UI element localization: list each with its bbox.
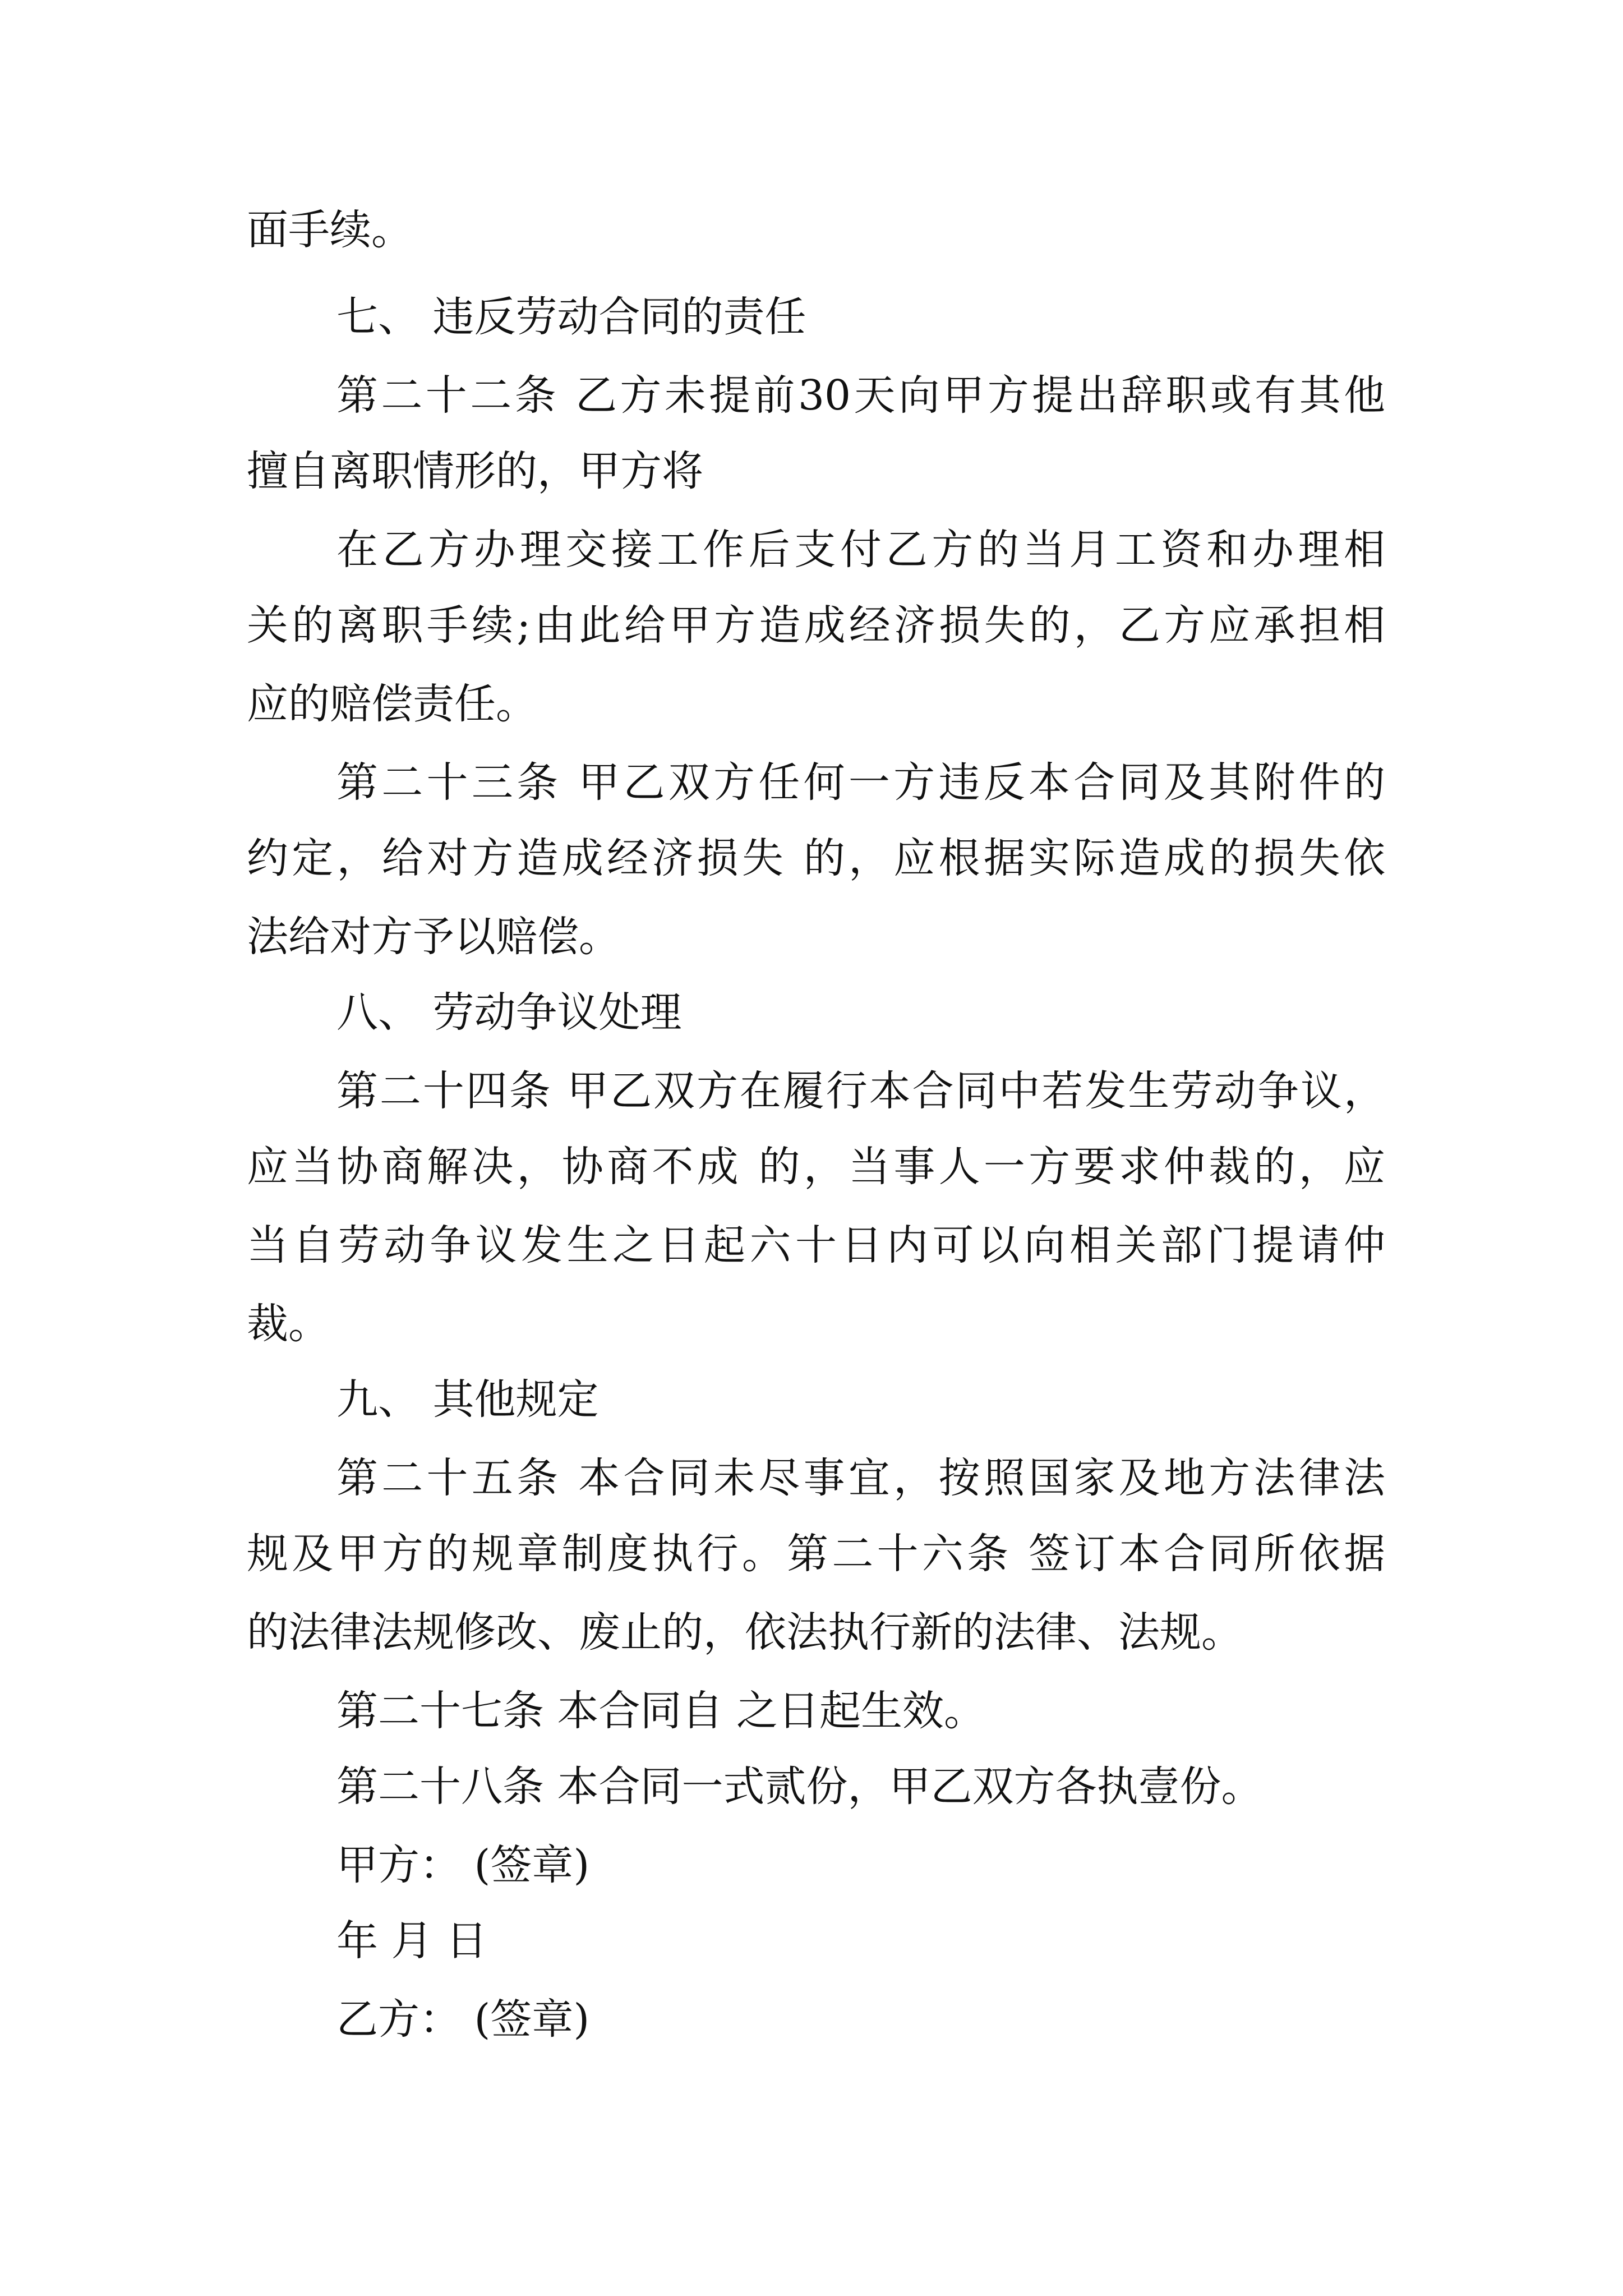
text-line: 第二十七条 本合同自 之日起生效。 <box>336 1687 986 1735</box>
section-heading: 八、 劳动争议处理 <box>336 988 682 1037</box>
text-line: 应的赔偿责任。 <box>247 680 537 728</box>
text-line: 面手续。 <box>247 206 413 254</box>
text-line: 在乙方办理交接工作后支付乙方的当月工资和办理相 <box>336 526 1385 574</box>
section-heading: 九、 其他规定 <box>336 1375 599 1424</box>
signature-line-party-a: 甲方： (签章) <box>336 1841 590 1889</box>
signature-line-party-b: 乙方： (签章) <box>336 1995 590 2044</box>
text-line: 第二十二条 乙方未提前30天向甲方提出辞职或有其他 <box>336 371 1385 420</box>
text-line: 的法律法规修改、废止的，依法执行新的法律、法规。 <box>247 1608 1243 1657</box>
text-line: 擅自离职情形的，甲方将 <box>247 447 703 495</box>
text-line: 应当协商解决，协商不成 的，当事人一方要求仲裁的，应 <box>247 1143 1385 1191</box>
text-line: 第二十八条 本合同一式贰份，甲乙双方各执壹份。 <box>336 1763 1263 1811</box>
date-line: 年 月 日 <box>336 1917 488 1965</box>
text-line: 裁。 <box>247 1300 330 1348</box>
text-line: 当自劳动争议发生之日起六十日内可以向相关部门提请仲 <box>247 1221 1385 1269</box>
text-line: 法给对方予以赔偿。 <box>247 913 620 961</box>
text-line: 规及甲方的规章制度执行。第二十六条 签订本合同所依据 <box>247 1530 1385 1578</box>
text-line: 第二十三条 甲乙双方任何一方违反本合同及其附件的 <box>336 758 1385 807</box>
text-line: 关的离职手续;由此给甲方造成经济损失的，乙方应承担相 <box>247 601 1385 650</box>
text-line: 第二十四条 甲乙双方在履行本合同中若发生劳动争议， <box>336 1067 1385 1115</box>
text-line: 第二十五条 本合同未尽事宜，按照国家及地方法律法 <box>336 1454 1385 1502</box>
text-line: 约定，给对方造成经济损失 的，应根据实际造成的损失依 <box>247 834 1385 882</box>
section-heading: 七、 违反劳动合同的责任 <box>336 293 806 341</box>
